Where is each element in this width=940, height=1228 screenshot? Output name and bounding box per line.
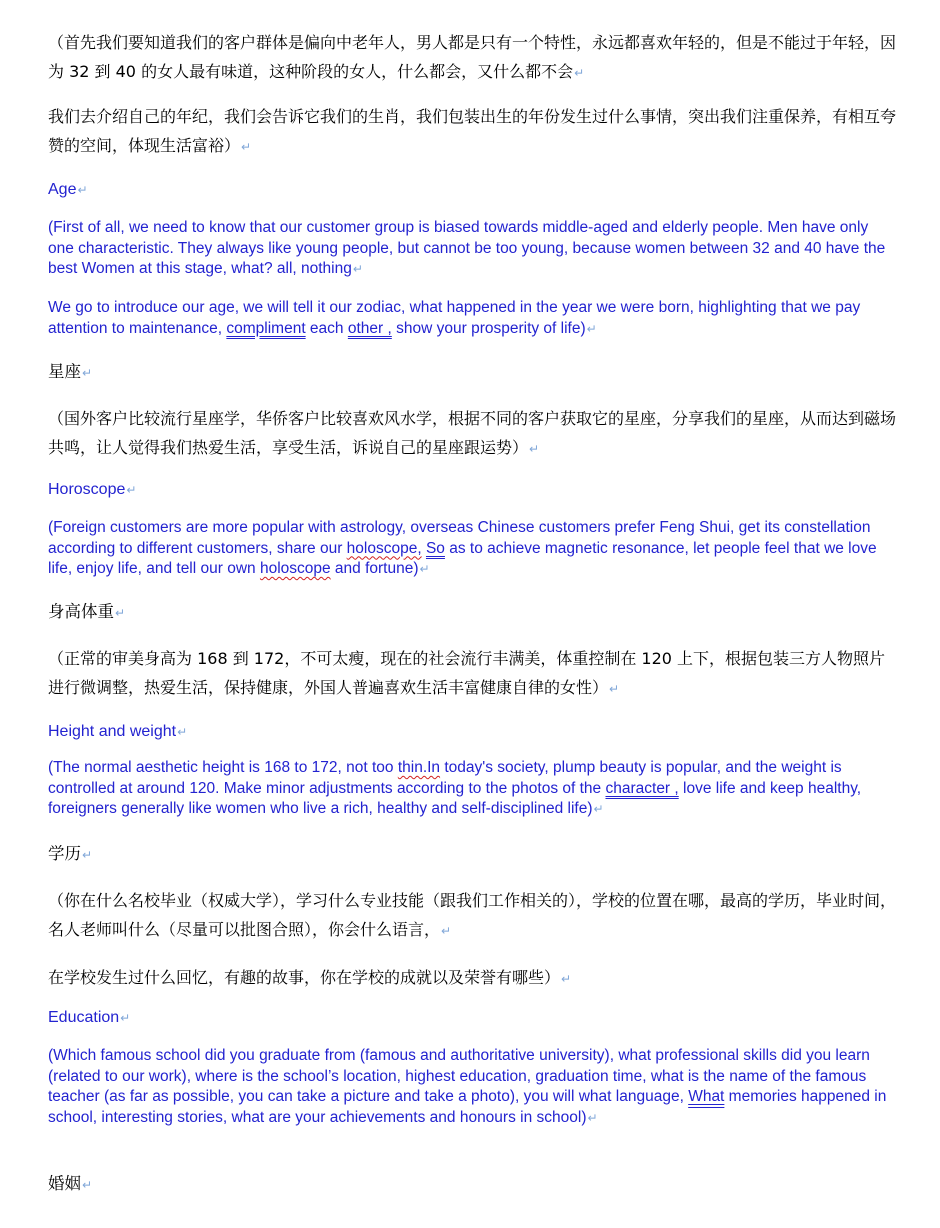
- marked-text: So: [425, 539, 445, 557]
- paragraph-mark-icon: ↵: [177, 725, 188, 739]
- text-run: 在学校发生过什么回忆，有趣的故事，你在学校的成就以及荣誉有哪些）: [48, 968, 561, 987]
- paragraph: [48, 479, 898, 501]
- text-run: each: [305, 319, 348, 337]
- paragraph: [48, 361, 898, 384]
- paragraph: [48, 1173, 898, 1196]
- marked-text: holoscope: [259, 560, 331, 577]
- marked-text: other ,: [347, 319, 392, 337]
- paragraph: [48, 179, 898, 201]
- text-run: love life and keep healthy, foreigners generally like women who live a rich, healthy and self-disciplined life): [48, 779, 862, 817]
- paragraph: [48, 1046, 898, 1128]
- text-run: （国外客户比较流行星座学，华侨客户比较喜欢风水学，根据不同的客户获取它的星座，分享我们的星座，从而达到磁场共鸣，让人觉得我们热爱生活，享受生活，诉说自己的星座跟运势）: [48, 409, 897, 457]
- text-run: (First of all, we need to know that our customer group is biased towards middle-aged and elderly people. Men have only one characteristic. They always like young people, but cannot be too young, because women between 32 and 40 have the best Women at this stage, what? all, nothing: [48, 219, 886, 277]
- paragraph-mark-icon: ↵: [574, 66, 585, 80]
- text-run: (The normal aesthetic height is 168 to 172, not too: [48, 759, 398, 776]
- paragraph-mark-icon: ↵: [82, 366, 93, 380]
- paragraph-mark-icon: ↵: [352, 262, 363, 276]
- paragraph-mark-icon: ↵: [609, 682, 620, 696]
- paragraph-mark-icon: ↵: [587, 1110, 598, 1125]
- text-run: (Foreign customers are more popular with astrology, overseas Chinese customers prefer Feng Shui, get its constellation according to different customers, share our: [48, 519, 871, 557]
- text-run: show your prosperity of life): [391, 319, 586, 337]
- paragraph-mark-icon: ↵: [593, 802, 604, 816]
- marked-text: character ,: [605, 779, 679, 797]
- paragraph-mark-icon: ↵: [82, 1178, 93, 1192]
- text-run: (Which famous school did you graduate from (famous and authoritative university), what professional skills did you learn (related to our work), where is the school’s location, highest education, graduation time, what is the name of the famous teacher (as far as possible, you can take a picture and take a photo), you will what language,: [48, 1047, 870, 1105]
- text-run: 学历: [48, 844, 81, 863]
- paragraph: [48, 843, 898, 866]
- marked-text: thin.In: [397, 759, 441, 776]
- paragraph-mark-icon: ↵: [77, 183, 88, 197]
- paragraph: [48, 963, 898, 994]
- text-run: （正常的审美身高为 168 到 172，不可太瘦，现在的社会流行丰满美，体重控制在 120 上下，根据包装三方人物照片进行微调整，热爱生活，保持健康，外国人普遍喜欢生活丰富健康自律的女性）: [48, 649, 886, 697]
- text-run: 我们去介绍自己的年纪，我们会告诉它我们的生肖，我们包装出生的年份发生过什么事情，突出我们注重保养，有相互夸赞的空间，体现生活富裕）: [48, 107, 897, 155]
- paragraph-mark-icon: ↵: [120, 1011, 131, 1025]
- text-run: We go to introduce our age, we will tell it our zodiac, what happened in the year we were born, highlighting that we pay attention to maintenance,: [48, 299, 861, 337]
- paragraph: [48, 601, 898, 624]
- paragraph: [48, 298, 898, 339]
- paragraph: [48, 886, 898, 946]
- marked-text: holoscope,: [346, 539, 422, 557]
- paragraph: [48, 404, 898, 464]
- text-run: and fortune): [330, 560, 419, 577]
- paragraph: [48, 218, 898, 280]
- marked-text: What: [688, 1088, 725, 1105]
- paragraph-mark-icon: ↵: [586, 321, 597, 336]
- paragraph-mark-icon: ↵: [241, 140, 252, 154]
- paragraph: [48, 518, 898, 580]
- paragraph: [48, 721, 898, 743]
- text-run: Age: [48, 181, 77, 198]
- paragraph-mark-icon: ↵: [441, 924, 452, 938]
- text-run: today's society, plump beauty is popular, and the weight is controlled at around 120. Make minor adjustments according to the photos of the: [48, 759, 842, 797]
- paragraph: [48, 1007, 898, 1029]
- paragraph-mark-icon: ↵: [529, 442, 540, 456]
- text-run: Horoscope: [48, 481, 126, 498]
- text-run: （首先我们要知道我们的客户群体是偏向中老年人，男人都是只有一个特性，永远都喜欢年轻的，但是不能过于年轻，因为 32 到 40 的女人最有味道，这种阶段的女人，什么都会，又什么都不会: [48, 33, 897, 81]
- paragraph: [48, 758, 898, 820]
- paragraph: [48, 102, 898, 162]
- text-run: 婚姻: [48, 1174, 81, 1193]
- text-run: Height and weight: [48, 723, 177, 740]
- text-run: as to achieve magnetic resonance, let people feel that we love life, enjoy life, and tell our own: [48, 539, 877, 577]
- text-run: （你在什么名校毕业（权威大学），学习什么专业技能（跟我们工作相关的），学校的位置在哪，最高的学历，毕业时间，名人老师叫什么（尽量可以批图合照），你会什么语言，: [48, 891, 897, 939]
- paragraph-mark-icon: ↵: [419, 562, 430, 576]
- text-run: 星座: [48, 362, 81, 381]
- paragraph: [48, 28, 898, 88]
- text-run: memories happened in school, interesting stories, what are your achievements and honours in school): [48, 1088, 887, 1126]
- marked-text: compliment: [226, 319, 306, 337]
- paragraph-mark-icon: ↵: [115, 606, 126, 620]
- text-run: Education: [48, 1009, 120, 1026]
- text-run: 身高体重: [48, 602, 114, 621]
- paragraph-mark-icon: ↵: [561, 972, 572, 986]
- paragraph-mark-icon: ↵: [82, 848, 93, 862]
- paragraph-mark-icon: ↵: [126, 483, 137, 497]
- paragraph: [48, 644, 898, 704]
